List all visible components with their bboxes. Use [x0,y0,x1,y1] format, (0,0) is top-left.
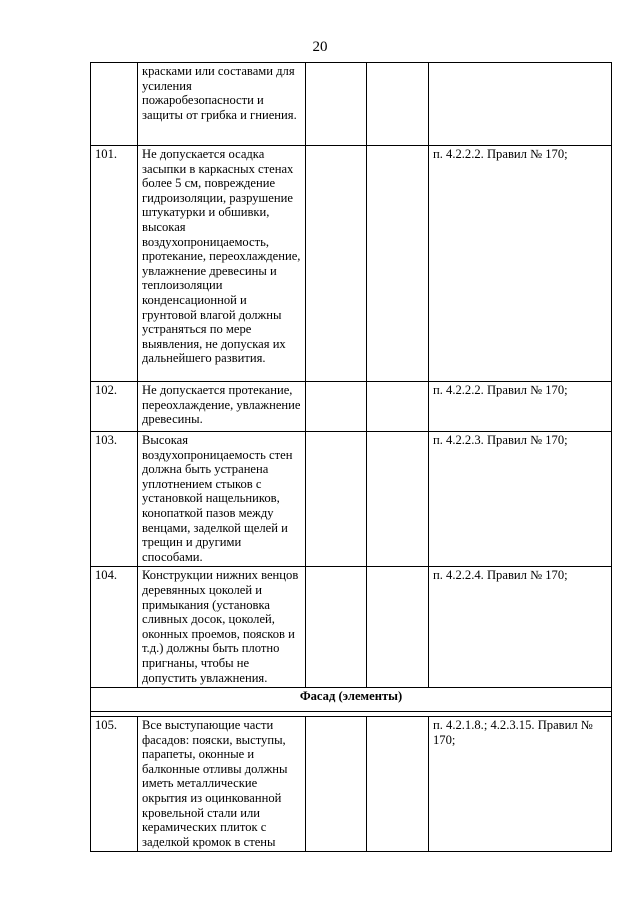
requirement-text: Конструкции нижних венцов деревянных цоколей и примыкания (установка сливных досок, цоколей, оконных проемов, поясков и т.д.) должны быть плотно пригнаны, чтобы не допустить увлажнения. [138,567,306,688]
row-number: 102. [91,382,138,432]
row-number: 105. [91,717,138,852]
table-row [91,432,612,567]
row-number: 101. [91,146,138,382]
requirement-text: Не допускается осадка засыпки в каркасных стенах более 5 см, повреждение гидроизоляции, разрушение штукатурки и обшивки, высокая воздухопроницаемость, протекание, переохлаждение, увлажнение древесины и теплоизоляции конденсационной и грунтовой влагой должны устраняться по мере выявления, не допуская их дальнейшего развития. [138,146,306,382]
requirement-text: Высокая воздухопроницаемость стен должна быть устранена уплотнением стыков с установкой нащельников, конопаткой пазов между венцами, заделкой щелей и трещин и другими способами. [138,432,306,567]
table-row [91,146,612,382]
row-number: 103. [91,432,138,567]
check-cell-no [367,63,429,146]
check-cell-yes [306,717,367,852]
check-cell-yes [306,432,367,567]
reference-text: п. 4.2.1.8.; 4.2.3.15. Правил № 170; [429,717,612,852]
requirement-text: Все выступающие части фасадов: пояски, выступы, парапеты, оконные и балконные отливы должны иметь металлические окрытия из оцинкованной кровельной стали или керамических плиток с заделкой кромок в стены [138,717,306,852]
check-cell-no [367,567,429,688]
check-cell-no [367,382,429,432]
reference-text: п. 4.2.2.2. Правил № 170; [429,382,612,432]
check-cell-yes [306,567,367,688]
requirements-table [90,62,612,852]
row-number-cell [91,63,138,146]
check-cell-yes [306,382,367,432]
table-row-continuation [91,63,612,146]
reference-text: п. 4.2.2.3. Правил № 170; [429,432,612,567]
check-cell-no [367,432,429,567]
table-row [91,567,612,688]
requirement-text: Не допускается протекание, переохлаждение, увлажнение древесины. [138,382,306,432]
reference-text: п. 4.2.2.2. Правил № 170; [429,146,612,382]
check-cell-yes [306,63,367,146]
table-row [91,382,612,432]
requirement-text: красками или составами для усиления пожаробезопасности и защиты от грибка и гниения. [138,63,306,146]
reference-cell [429,63,612,146]
check-cell-no [367,717,429,852]
reference-text: п. 4.2.2.4. Правил № 170; [429,567,612,688]
check-cell-yes [306,146,367,382]
page-number: 20 [312,39,328,55]
row-number: 104. [91,567,138,688]
section-title: Фасад (элементы) [91,688,612,712]
section-header-row [91,688,612,712]
check-cell-no [367,146,429,382]
table-row [91,717,612,852]
